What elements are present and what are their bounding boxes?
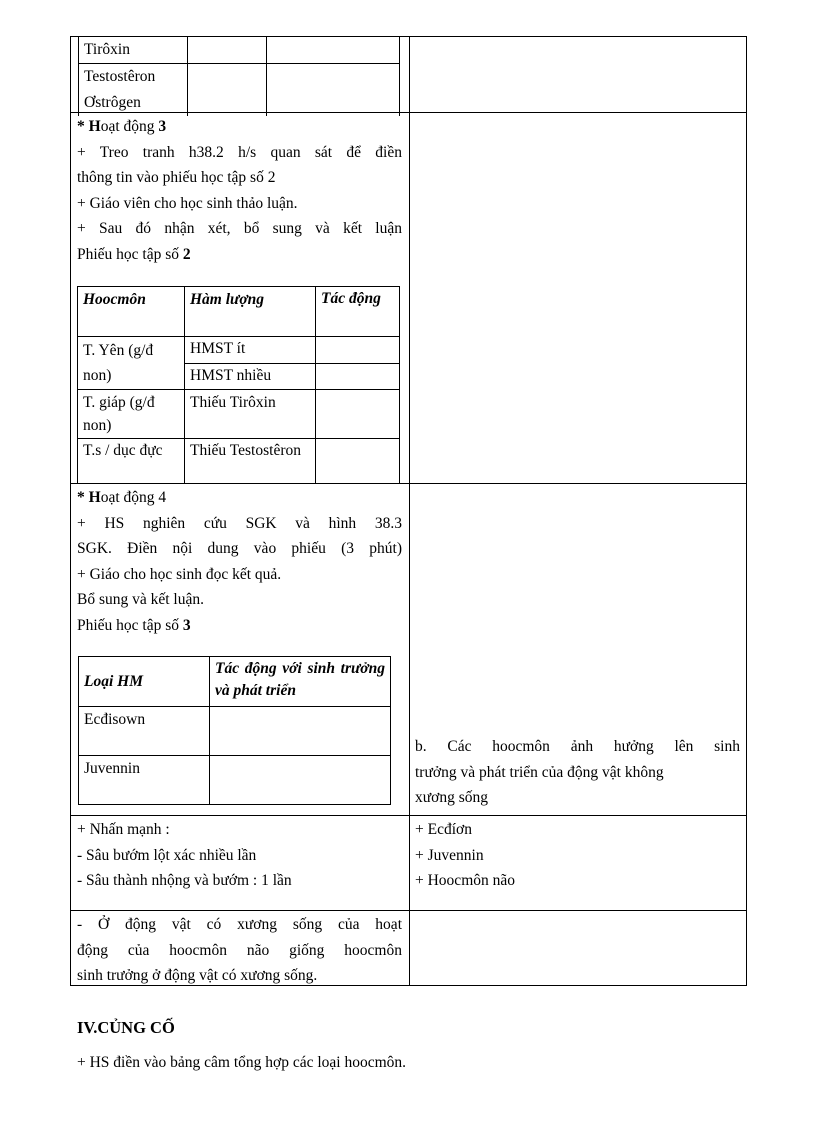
vertebrate-note	[77, 912, 402, 989]
activity-4-line: Bổ sung và kết luận.	[77, 591, 204, 608]
emphasis-line: - Sâu thành nhộng và bướm : 1 lần	[77, 872, 292, 889]
worksheet-3-table	[78, 656, 391, 805]
hormone-cell: T.s / dục đực	[78, 439, 185, 483]
table-cell: Testostêron	[79, 64, 188, 91]
row-divider-2	[70, 483, 747, 484]
note-line: động của hoocmôn não giống hoocmôn	[77, 941, 402, 959]
outer-left-border	[70, 36, 71, 986]
activity-3-title: * Hoạt động 3	[77, 118, 167, 135]
hormone-list-item: + Juvennin	[415, 846, 484, 864]
hormone-cell: Ecđisown	[79, 707, 210, 756]
column-header: Loại HM	[79, 657, 210, 707]
activity-4-line: + HS nghiên cứu SGK và hình 38.3	[77, 514, 402, 532]
row-divider-3	[70, 815, 747, 816]
amount-cell: HMST nhiều	[185, 363, 316, 390]
hormone-continuation-table	[78, 37, 400, 116]
section-b-line: trưởng và phát triển của động vật không	[415, 763, 664, 781]
column-header: Tác động	[316, 287, 400, 337]
activity-3	[77, 114, 402, 267]
column-header: Hoocmôn	[78, 287, 185, 337]
emphasis-right	[415, 817, 740, 894]
worksheet-2-table	[77, 286, 400, 483]
activity-3-line: + Giáo viên cho học sinh thảo luận.	[77, 194, 298, 212]
table-cell: Ơstrôgen	[79, 90, 188, 116]
hormone-list-item: + Hoocmôn não	[415, 872, 516, 889]
section-b-line: xương sống	[415, 789, 489, 806]
table-cell: Tirôxin	[79, 37, 188, 64]
section-heading: IV.CỦNG CỐ	[77, 1018, 175, 1037]
activity-3-line: thông tin vào phiếu học tập số 2	[77, 169, 276, 186]
activity-3-line: + Sau đó nhận xét, bổ sung và kết luận	[77, 220, 402, 237]
column-header: Hàm lượng	[185, 287, 316, 337]
worksheet-label: Phiếu học tập số 3	[77, 616, 191, 634]
amount-cell: Thiếu Testostêron	[185, 439, 316, 483]
section-b	[415, 734, 740, 811]
activity-4-line: + Giáo cho học sinh đọc kết quả.	[77, 565, 282, 583]
note-line: sinh trưởng ở động vật có xương sống.	[77, 967, 318, 984]
hormone-cell: T. giáp (g/đ non)	[78, 390, 185, 439]
worksheet-label: Phiếu học tập số 2	[77, 245, 191, 263]
outer-middle-border	[409, 36, 410, 986]
activity-3-line: + Treo tranh h38.2 h/s quan sát để điền	[77, 143, 402, 161]
section-text: + HS điền vào bảng câm tổng hợp các loại hoocmôn.	[77, 1054, 407, 1071]
emphasis-left	[77, 817, 402, 894]
activity-4	[77, 485, 402, 638]
note-line: - Ở động vật có xương sống của hoạt	[77, 916, 402, 933]
hormone-cell: Juvennin	[79, 756, 210, 805]
amount-cell: Thiếu Tirôxin	[185, 390, 316, 439]
hormone-list-item: + Ecđíơn	[415, 821, 472, 838]
column-header: Tác động với sinh trưởng và phát triển	[210, 657, 391, 707]
activity-4-title: * Hoạt động 4	[77, 489, 167, 506]
outer-right-border	[746, 36, 747, 986]
hormone-cell: T. Yên (g/đ non)	[78, 337, 185, 390]
activity-4-line: SGK. Điền nội dung vào phiếu (3 phút)	[77, 540, 402, 557]
row-divider-4	[70, 910, 747, 911]
section-b-line: b. Các hoocmôn ảnh hưởng lên sinh	[415, 738, 740, 755]
emphasis-line: + Nhấn mạnh :	[77, 821, 170, 838]
amount-cell: HMST ít	[185, 337, 316, 364]
emphasis-line: - Sâu bướm lột xác nhiều lần	[77, 846, 257, 864]
